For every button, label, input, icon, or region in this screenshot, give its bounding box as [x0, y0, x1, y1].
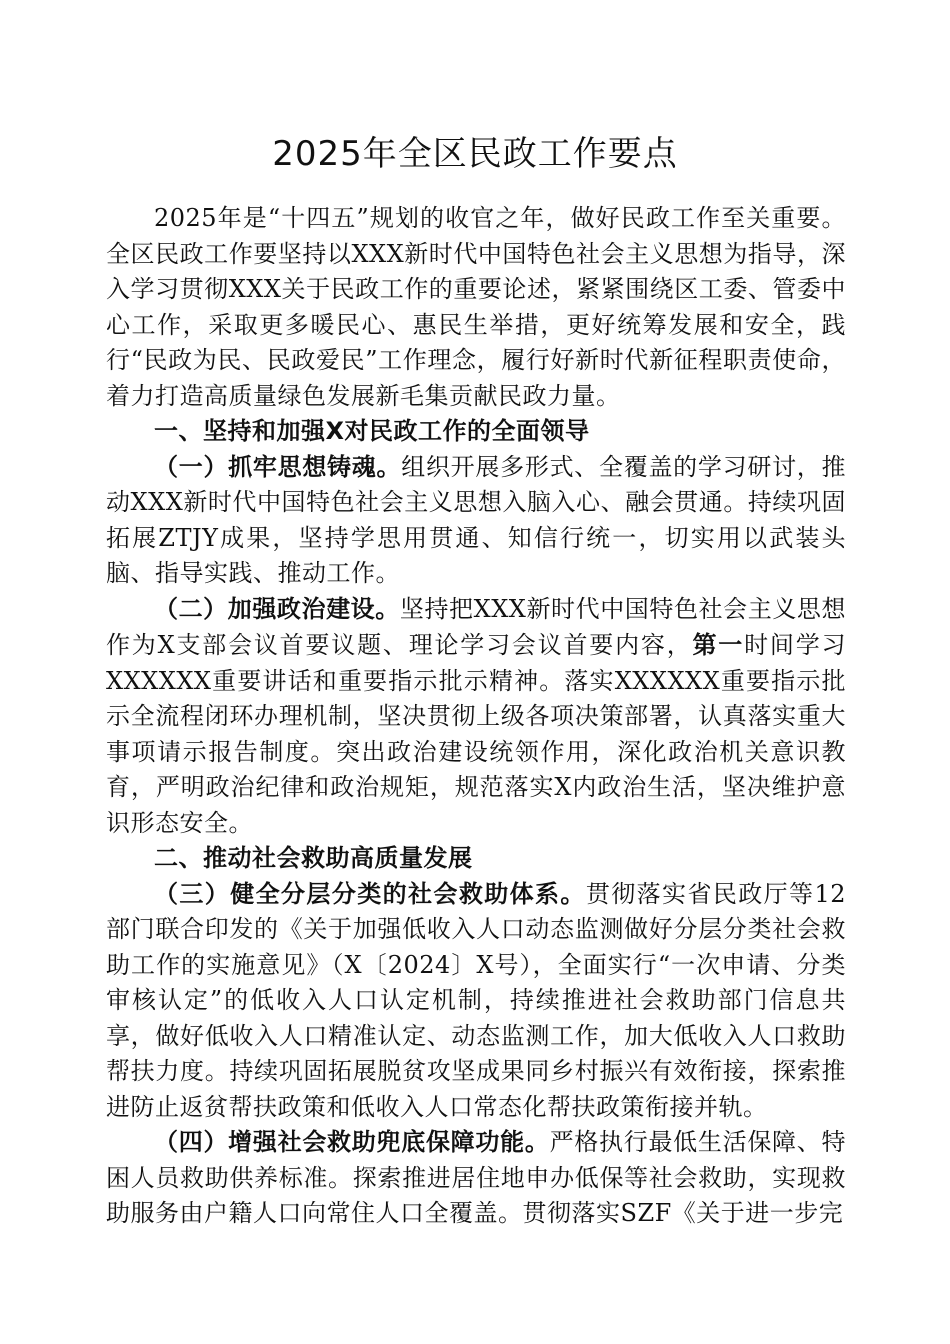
item-2-text-b: 第一: [692, 630, 745, 659]
document-body: [106, 201, 846, 1232]
item-2-text-a: 坚持把XXX新时代中国特色社会主义思想作为X支部会议首要议题、理论学习会议首要内容，: [106, 594, 846, 659]
item-paragraph-4: [106, 1125, 846, 1232]
section-heading-1-text: 一、坚持和加强X对民政工作的全面领导: [154, 417, 590, 445]
item-1-text: 组织开展多形式、全覆盖的学习研讨，推动XXX新时代中国特色社会主义思想入脑入心、融会贯通。持续巩固拓展ZTJY成果，坚持学思用贯通、知信行统一，切实用以武装头脑、指导实践、推动工作。: [106, 452, 847, 587]
item-4-lead: （四）增强社会救助兜底保障功能。: [154, 1128, 550, 1156]
item-paragraph-3: [106, 877, 846, 1126]
item-2-text-c: 时间学习XXXXXX重要讲话和重要指示批示精神。落实XXXXXX重要指示批示全流程闭环办理机制，坚决贯彻上级各项决策部署，认真落实重大事项请示报告制度。突出政治建设统领作用，深化政治机关意识教育，严明政治纪律和政治规矩，规范落实X内政治生活，坚决维护意识形态安全。: [106, 631, 847, 837]
item-3-text: 贯彻落实省民政厅等12部门联合印发的《关于加强低收入人口动态监测做好分层分类社会救助工作的实施意见》（X〔2024〕X号），全面实行“一次申请、分类审核认定”的低收入人口认定机制，持续推进社会救助部门信息共享，做好低收入人口精准认定、动态监测工作，加大低收入人口救助帮扶力度。持续巩固拓展脱贫攻坚成果同乡村振兴有效衔接，探索推进防止返贫帮扶政策和低收入人口常态化帮扶政策衔接并轨。: [106, 879, 847, 1121]
item-1-lead: （一）抓牢思想铸魂。: [154, 452, 402, 481]
item-3-lead: （三）健全分层分类的社会救助体系。: [154, 879, 586, 908]
intro-paragraph: 2025年是“十四五”规划的收官之年，做好民政工作至关重要。全区民政工作要坚持以XXX新时代中国特色社会主义思想为指导，深入学习贯彻XXX关于民政工作的重要论述，紧紧围绕区工委、管委中心工作，采取更多暖民心、惠民生举措，更好统筹发展和安全，践行“民政为民、民政爱民”工作理念，履行好新时代新征程职责使命，着力打造高质量绿色发展新毛集贡献民政力量。: [106, 204, 846, 410]
item-paragraph-2: [106, 592, 846, 842]
item-paragraph-1: [106, 450, 846, 592]
section-heading-2: [106, 841, 846, 877]
section-heading-2-text: 二、推动社会救助高质量发展: [154, 844, 473, 872]
document-title: 2025年全区民政工作要点: [272, 134, 678, 174]
item-4-text: 严格执行最低生活保障、特困人员救助供养标准。探索推进居住地申办低保等社会救助，实现救助服务由户籍人口向常住人口全覆盖。贯彻落实SZF《关于进一步完: [106, 1128, 847, 1227]
item-2-lead: （二）加强政治建设。: [154, 594, 400, 623]
section-heading-1: [106, 414, 846, 450]
